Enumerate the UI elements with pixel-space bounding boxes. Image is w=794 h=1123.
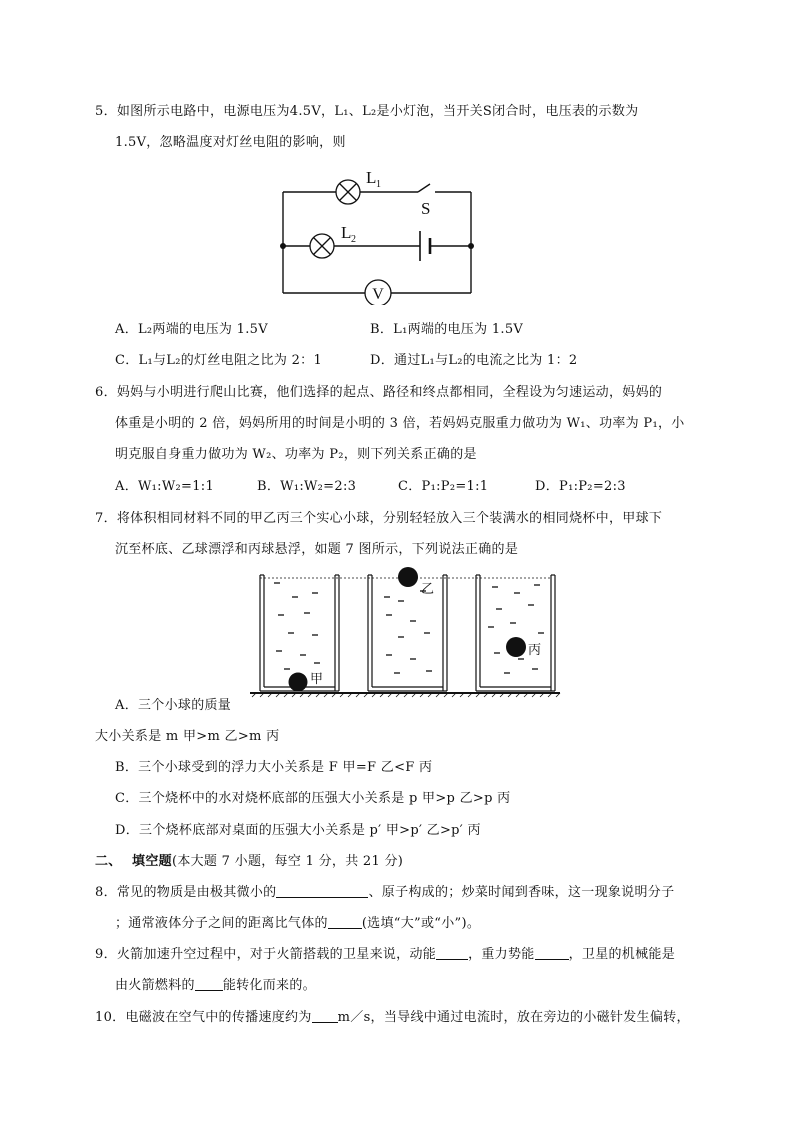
q5-option-b: B．L₁两端的电压为 1.5V	[370, 322, 524, 337]
q7-option-c: C．三个烧杯中的水对烧杯底部的压强大小关系是 p 甲>p 乙>p 丙	[115, 791, 511, 806]
circuit-diagram	[270, 165, 490, 305]
q6-stem-line3: 明克服自身重力做功为 W₂、功率为 P₂，则下列关系正确的是	[115, 447, 477, 462]
q7-option-d: D．三个烧杯底部对桌面的压强大小关系是 p′ 甲>p′ 乙>p′ 丙	[115, 823, 481, 838]
q7-stem-line1: 7．将体积相同材料不同的甲乙丙三个实心小球，分别轻轻放入三个装满水的相同烧杯中，甲球下	[95, 511, 663, 526]
q9-blank-1[interactable]	[436, 947, 468, 960]
switch-label: S	[421, 199, 431, 218]
q6-stem-line1: 6．妈妈与小明进行爬山比赛，他们选择的起点、路径和终点都相同，全程设为匀速运动，妈妈的	[95, 385, 663, 400]
q9-text-d: 由火箭燃料的	[115, 978, 195, 993]
q5-stem-line1: 5．如图所示电路中，电源电压为4.5V，L₁、L₂是小灯泡，当开关S闭合时，电压表的示数为	[95, 104, 639, 119]
q8-text-b: 、原子构成的；炒菜时闻到香味，这一现象说明分子	[368, 885, 675, 900]
q9-text-c: ，卫星的机械能是	[568, 947, 675, 962]
l2-subscript: 2	[351, 234, 356, 245]
l1-subscript: 1	[376, 179, 381, 190]
section-title: 填空题	[132, 854, 172, 869]
q8-blank-1[interactable]	[276, 885, 368, 898]
q8-line1	[95, 884, 674, 902]
l2-label: L	[341, 223, 352, 242]
q10-blank-1[interactable]	[312, 1010, 338, 1023]
q6-stem-line2: 体重是小明的 2 倍，妈妈所用的时间是小明的 3 倍，若妈妈克服重力做功为 W₁、功率为 P₁，小	[115, 416, 685, 431]
ball-jia	[289, 673, 308, 692]
q9-text-a: 9．火箭加速升空过程中，对于火箭搭载的卫星来说，动能	[95, 947, 437, 962]
q6-option-b: B．W₁:W₂=2:3	[257, 479, 357, 494]
q10-text-b: m／s，当导线中通过电流时，放在旁边的小磁针发生偏转，	[337, 1010, 690, 1025]
q8-blank-2[interactable]	[328, 916, 362, 929]
ball-jia-label: 甲	[310, 672, 324, 687]
q9-text-b: ，重力势能	[468, 947, 535, 962]
lamp-l2-icon	[310, 234, 334, 258]
section-heading	[95, 853, 403, 871]
section-number: 二、	[95, 854, 122, 869]
q8-text-c: ；通常液体分子之间的距离比气体的	[115, 916, 328, 931]
q6-option-a: A．W₁:W₂=1:1	[115, 479, 215, 494]
q9-blank-2[interactable]	[535, 947, 569, 960]
q7-option-a-part2: 大小关系是 m 甲>m 乙>m 丙	[95, 729, 280, 744]
q10-line1	[95, 1009, 690, 1027]
q9-text-e: 能转化而来的。	[222, 978, 316, 993]
section-desc: (本大题 7 小题，每空 1 分，共 21 分)	[171, 854, 404, 869]
q5-option-a: A．L₂两端的电压为 1.5V	[115, 322, 268, 337]
q6-option-d: D．P₁:P₂=2:3	[535, 479, 626, 494]
ball-bing-label: 丙	[528, 643, 542, 658]
q7-stem-line2: 沉至杯底、乙球漂浮和丙球悬浮，如题 7 图所示，下列说法正确的是	[115, 542, 519, 557]
beakers-diagram	[248, 563, 568, 698]
q7-option-b: B．三个小球受到的浮力大小关系是 F 甲=F 乙<F 丙	[115, 760, 433, 775]
q9-line2	[115, 977, 316, 995]
lamp-l1-icon	[336, 180, 360, 204]
q7-option-a-part1: A．三个小球的质量	[115, 698, 232, 713]
q8-text-a: 8．常见的物质是由极其微小的	[95, 885, 277, 900]
q6-option-c: C．P₁:P₂=1:1	[398, 479, 489, 494]
beaker-2	[368, 575, 447, 691]
ball-bing	[506, 637, 526, 657]
l1-label: L	[366, 168, 377, 187]
ball-yi-label: 乙	[421, 582, 435, 597]
q5-stem-line2: 1.5V，忽略温度对灯丝电阻的影响，则	[115, 135, 346, 150]
voltmeter-label: V	[372, 286, 384, 303]
q9-blank-3[interactable]	[195, 978, 223, 991]
q8-text-d: (选填“大”或“小”)。	[361, 916, 481, 931]
q5-option-d: D．通过L₁与L₂的电流之比为 1：2	[370, 353, 578, 368]
q5-option-c: C．L₁与L₂的灯丝电阻之比为 2：1	[115, 353, 323, 368]
q9-line1	[95, 946, 675, 964]
ball-yi	[398, 567, 418, 587]
q8-line2	[115, 915, 480, 933]
q10-text-a: 10．电磁波在空气中的传播速度约为	[95, 1010, 312, 1025]
